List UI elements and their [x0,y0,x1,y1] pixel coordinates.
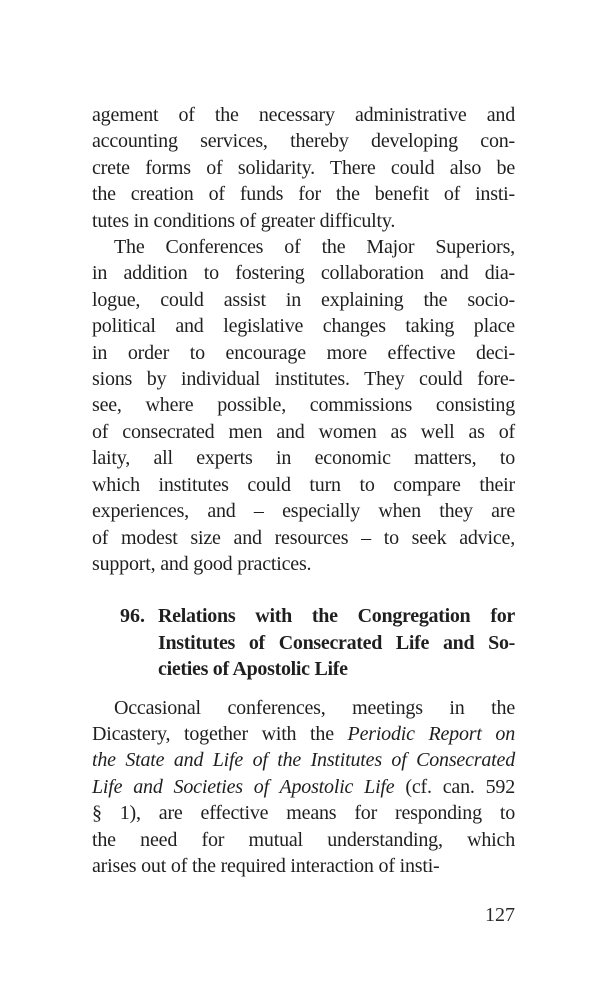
heading-line: cieties of Apostolic Life [158,658,348,681]
section-heading [92,603,515,682]
heading-line: Institutes of Consecrated Life and So- [158,631,515,654]
text-line: support, and good practices. [92,552,312,575]
italic-citation-segment: Periodic Report on [347,722,515,745]
text-line: laity, all experts in economic matters, to [92,447,515,470]
text-line: in order to encourage more effective deci- [92,341,515,364]
text-segment: arises out of the required interaction of insti- [92,854,440,877]
text-line: accounting services, thereby developing con- [92,130,515,153]
text-line: The Conferences of the Major Superiors, [114,236,515,259]
paragraph-continuation [92,102,515,234]
text-line: political and legislative changes taking place [92,315,515,338]
italic-citation-segment: Life and Societies of Apostolic Life [92,775,395,798]
section-number: 96. [120,605,145,628]
text-line [92,695,515,721]
page-number: 127 [485,904,515,926]
text-line: see, where possible, commissions consisting [92,394,515,417]
text-segment: Dicastery, together with the [92,722,348,745]
text-line [92,800,515,826]
text-line: agement of the necessary administrative and [92,104,515,126]
italic-citation-segment: the State and Life of the Institutes of Consecrated [92,749,515,772]
text-line: experiences, and – especially when they are [92,500,515,523]
text-line: which institutes could turn to compare their [92,473,515,496]
heading-line: Relations with the Congregation for [158,605,515,628]
text-line: crete forms of solidarity. There could also be [92,156,515,179]
text-line: in addition to fostering collaboration and dia- [92,262,515,285]
text-line [92,774,515,800]
text-line: the creation of funds for the benefit of insti- [92,183,515,206]
text-line: tutes in conditions of greater difficulty. [92,209,396,232]
paragraph-occasional [92,695,515,880]
text-line [92,853,515,879]
text-line [92,721,515,747]
text-line: sions by individual institutes. They could fore- [92,368,515,391]
text-segment: § 1), are effective means for responding to [92,802,515,825]
text-line [92,827,515,853]
text-segment: the need for mutual understanding, which [92,828,515,851]
text-block [92,102,515,879]
text-line [92,747,515,773]
text-segment: (cf. can. 592 [394,775,515,798]
paragraph-conferences [92,234,515,577]
text-line: logue, could assist in explaining the socio- [92,288,515,311]
text-line: of consecrated men and women as well as of [92,420,515,443]
text-segment: Occasional conferences, meetings in the [114,696,515,719]
text-line: of modest size and resources – to seek advice, [92,526,515,549]
